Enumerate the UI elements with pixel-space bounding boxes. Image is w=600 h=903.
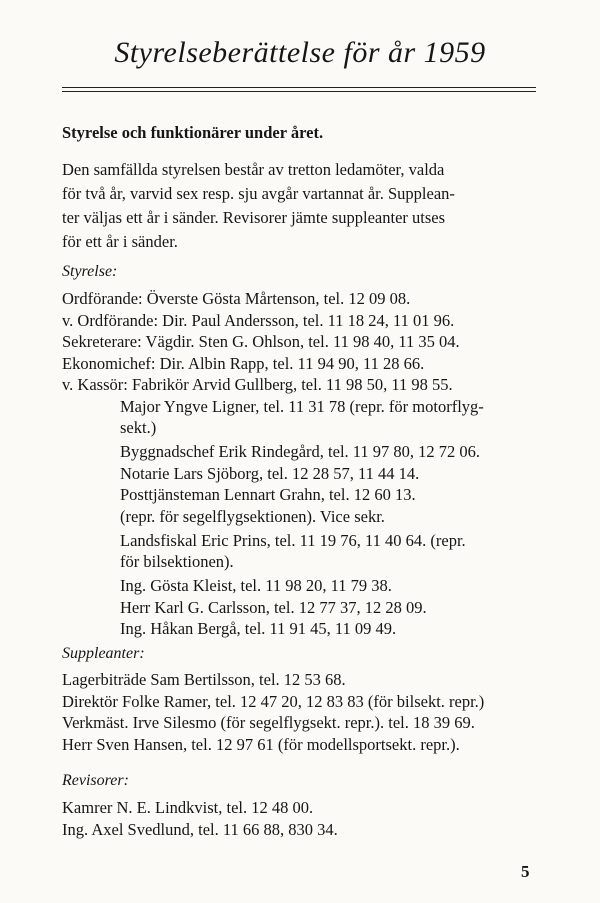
member-line: Ing. Håkan Bergå, tel. 11 91 45, 11 09 49. bbox=[120, 619, 397, 638]
member-line: Herr Karl G. Carlsson, tel. 12 77 37, 12 28 09. bbox=[120, 597, 427, 617]
member-line: Posttjänsteman Lennart Grahn, tel. 12 60 13. bbox=[120, 485, 416, 504]
auditor-line: Kamrer N. E. Lindkvist, tel. 12 48 00. bbox=[62, 798, 314, 817]
deputy-line: Lagerbiträde Sam Bertilsson, tel. 12 53 68. bbox=[62, 670, 346, 689]
officer-line: v. Kassör: Fabrikör Arvid Gullberg, tel. 11 98 50, 11 98 55. bbox=[62, 375, 453, 394]
deputy-line: Herr Sven Hansen, tel. 12 97 61 (för modellsportsekt. repr.). bbox=[62, 734, 460, 754]
auditor-line: Ing. Axel Svedlund, tel. 11 66 88, 830 34. bbox=[62, 819, 338, 839]
member-line: Byggnadschef Erik Rindegård, tel. 11 97 80, 12 72 06. bbox=[120, 442, 481, 461]
section-heading: Styrelse och funktionärer under året. bbox=[62, 123, 324, 142]
intro-line: för två år, varvid sex resp. sju avgår vartannat år. Supplean- bbox=[62, 184, 455, 203]
member-line: Notarie Lars Sjöborg, tel. 12 28 57, 11 44 14. bbox=[120, 463, 420, 483]
officer-line: v. Ordförande: Dir. Paul Andersson, tel. 11 18 24, 11 01 96. bbox=[62, 310, 455, 330]
member-line: Ing. Gösta Kleist, tel. 11 98 20, 11 79 38. bbox=[120, 576, 392, 595]
deputy-line: Direktör Folke Ramer, tel. 12 47 20, 12 83 83 (för bilsekt. repr.) bbox=[62, 691, 485, 711]
revisorer-label: Revisorer: bbox=[62, 772, 129, 789]
officer-line: Sekreterare: Vägdir. Sten G. Ohlson, tel. 11 98 40, 11 35 04. bbox=[62, 332, 460, 351]
intro-line: ter väljas ett år i sänder. Revisorer jämte suppleanter utses bbox=[62, 208, 446, 227]
page-number: 5 bbox=[521, 862, 530, 881]
member-line: för bilsektionen). bbox=[120, 552, 234, 571]
styrelse-label: Styrelse: bbox=[62, 263, 118, 280]
member-line: Landsfiskal Eric Prins, tel. 11 19 76, 11 40 64. (repr. bbox=[120, 530, 466, 550]
intro-line: för ett år i sänder. bbox=[62, 232, 178, 251]
member-line: Major Yngve Ligner, tel. 11 31 78 (repr. för motorflyg- bbox=[120, 396, 484, 416]
intro-line: Den samfällda styrelsen består av tretton ledamöter, valda bbox=[62, 160, 445, 179]
styrelse-list bbox=[62, 288, 538, 640]
member-line: (repr. för segelflygsektionen). Vice sekr. bbox=[120, 506, 385, 526]
page-title: Styrelseberättelse för år 1959 bbox=[114, 36, 486, 69]
title-rule-top bbox=[62, 87, 536, 88]
title-rule-bottom bbox=[62, 91, 536, 92]
deputy-line: Verkmäst. Irve Silesmo (för segelflygsekt. repr.). tel. 18 39 69. bbox=[62, 713, 475, 732]
member-line: sekt.) bbox=[120, 418, 157, 437]
suppleanter-list bbox=[62, 669, 538, 755]
officer-line: Ordförande: Överste Gösta Mårtenson, tel. 12 09 08. bbox=[62, 289, 411, 308]
suppleanter-label: Suppleanter: bbox=[62, 645, 145, 662]
intro-paragraph bbox=[62, 158, 536, 254]
officer-line: Ekonomichef: Dir. Albin Rapp, tel. 11 94 90, 11 28 66. bbox=[62, 353, 425, 373]
revisorer-list bbox=[62, 797, 538, 840]
